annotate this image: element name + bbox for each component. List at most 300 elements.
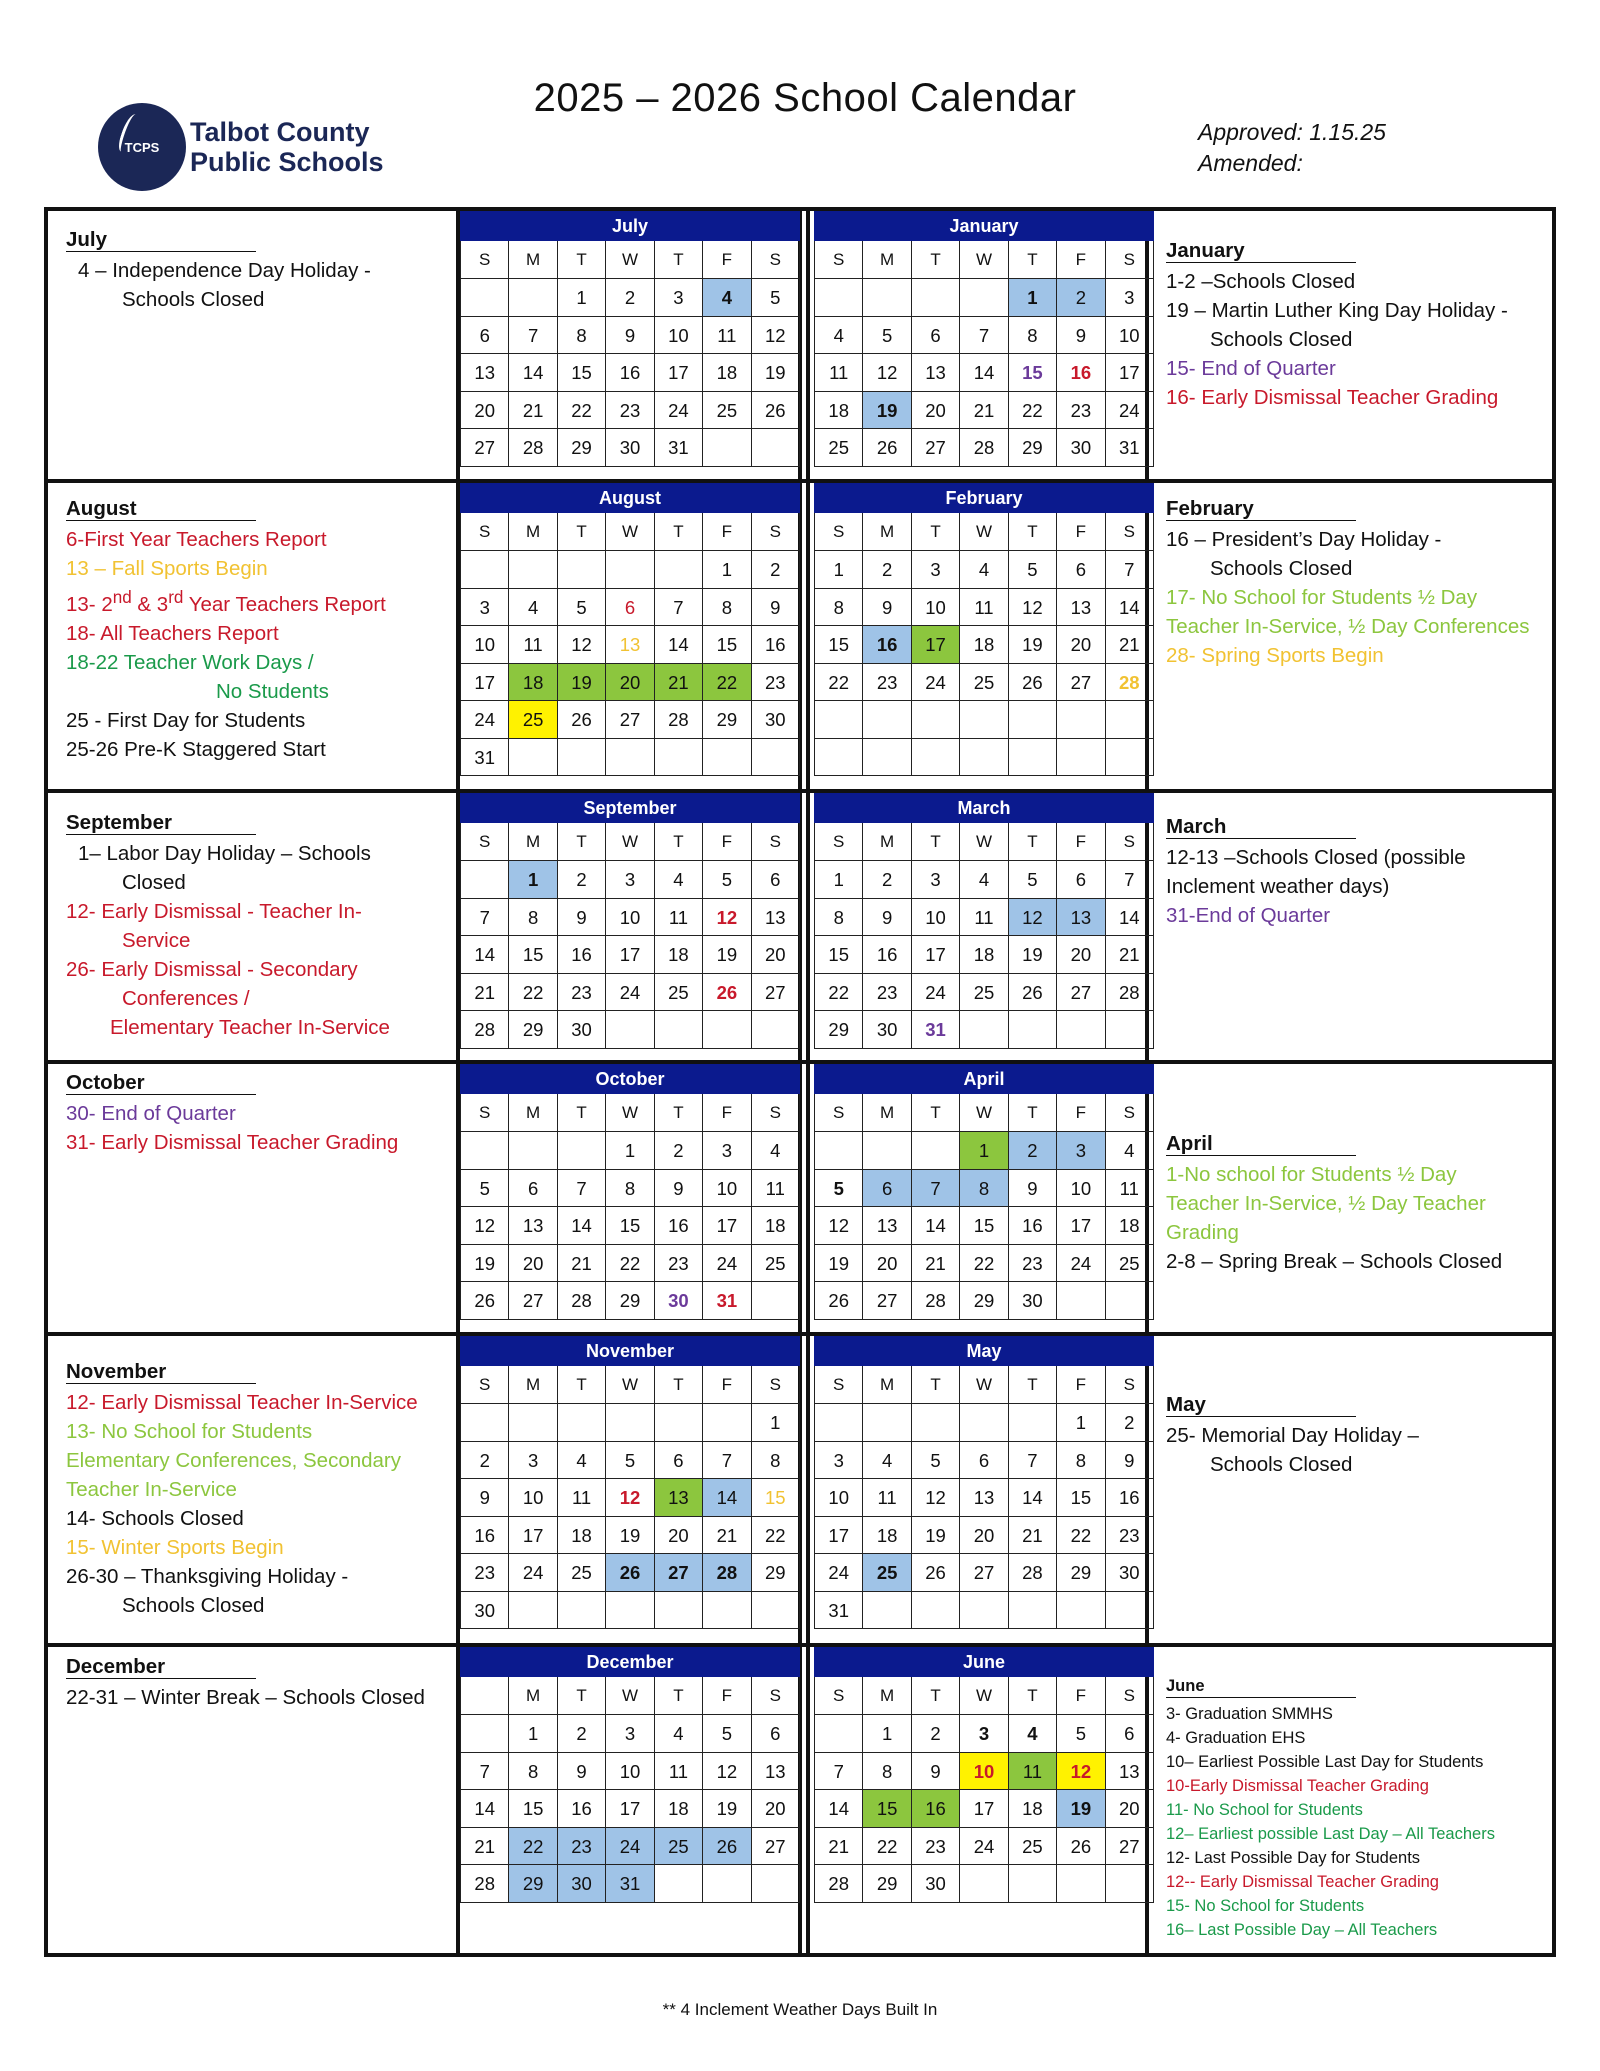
note-item: Inclement weather days) <box>1166 875 1390 898</box>
day-cell: 1 <box>752 1404 800 1442</box>
day-cell: 26 <box>815 1282 863 1320</box>
day-cell: 22 <box>960 1245 1008 1283</box>
empty-day-cell <box>703 739 751 777</box>
day-cell: 2 <box>606 279 654 317</box>
day-cell: 2 <box>1009 1132 1057 1170</box>
empty-day-cell <box>509 1592 557 1630</box>
note-item: 17- No School for Students ½ Day <box>1166 586 1478 609</box>
day-cell: 21 <box>558 1245 606 1283</box>
day-cell: 3 <box>815 1442 863 1480</box>
day-cell: 6 <box>752 1715 800 1753</box>
day-cell: 2 <box>655 1132 703 1170</box>
weekday-label: T <box>912 1094 960 1132</box>
days-grid <box>814 861 1154 1049</box>
weekday-label: W <box>960 513 1008 551</box>
day-cell: 3 <box>509 1442 557 1480</box>
weekday-label: T <box>1009 823 1057 861</box>
notes-heading: February <box>1166 498 1356 521</box>
empty-day-cell <box>655 739 703 777</box>
day-cell: 6 <box>606 589 654 627</box>
note-item: 28- Spring Sports Begin <box>1166 644 1384 667</box>
empty-day-cell <box>703 1011 751 1049</box>
empty-day-cell <box>558 739 606 777</box>
day-cell: 4 <box>1106 1132 1154 1170</box>
day-cell: 7 <box>558 1170 606 1208</box>
day-cell: 24 <box>606 1828 654 1866</box>
day-cell: 20 <box>461 392 509 430</box>
weekday-label: F <box>1057 1094 1105 1132</box>
weekday-label: T <box>1009 513 1057 551</box>
day-cell: 6 <box>752 861 800 899</box>
note-item: Grading <box>1166 1221 1239 1244</box>
empty-day-cell <box>509 1404 557 1442</box>
day-cell: 15 <box>815 936 863 974</box>
day-cell: 7 <box>1009 1442 1057 1480</box>
note-item: 1-No school for Students ½ Day <box>1166 1163 1457 1186</box>
note-item: 31- Early Dismissal Teacher Grading <box>66 1131 399 1154</box>
day-cell: 21 <box>912 1245 960 1283</box>
weekday-label <box>461 1677 509 1715</box>
note-item: 19 – Martin Luther King Day Holiday - <box>1166 299 1508 322</box>
day-cell: 22 <box>815 664 863 702</box>
day-cell: 21 <box>703 1517 751 1555</box>
day-cell: 14 <box>509 354 557 392</box>
day-cell: 13 <box>1057 899 1105 937</box>
empty-day-cell <box>815 279 863 317</box>
day-cell: 10 <box>1106 317 1154 355</box>
day-cell: 10 <box>960 1753 1008 1791</box>
day-cell: 3 <box>655 279 703 317</box>
empty-day-cell <box>1009 1865 1057 1903</box>
day-cell: 7 <box>1106 861 1154 899</box>
day-cell: 13 <box>912 354 960 392</box>
day-cell: 16 <box>558 1790 606 1828</box>
day-cell: 26 <box>606 1554 654 1592</box>
empty-day-cell <box>1106 1282 1154 1320</box>
empty-day-cell <box>752 1592 800 1630</box>
note-item: Schools Closed <box>1210 557 1353 580</box>
empty-day-cell <box>752 1011 800 1049</box>
day-cell: 1 <box>1009 279 1057 317</box>
day-cell: 13 <box>509 1207 557 1245</box>
day-cell: 20 <box>1057 626 1105 664</box>
note-item: 12-- Early Dismissal Teacher Grading <box>1166 1873 1439 1891</box>
day-cell: 7 <box>655 589 703 627</box>
day-cell: 10 <box>509 1479 557 1517</box>
day-cell: 19 <box>461 1245 509 1283</box>
day-cell: 22 <box>863 1828 911 1866</box>
empty-day-cell <box>1057 701 1105 739</box>
empty-day-cell <box>606 1592 654 1630</box>
weekday-label: S <box>461 241 509 279</box>
weekday-label: W <box>606 241 654 279</box>
weekday-label: T <box>1009 1677 1057 1715</box>
days-grid <box>814 551 1154 776</box>
note-item: 16– Last Possible Day – All Teachers <box>1166 1921 1438 1939</box>
month-calendar-november <box>460 1336 800 1629</box>
weekday-label: W <box>960 823 1008 861</box>
day-cell: 8 <box>558 317 606 355</box>
note-item: 12- Early Dismissal - Teacher In- <box>66 900 362 923</box>
weekday-label: S <box>461 513 509 551</box>
day-cell: 28 <box>461 1865 509 1903</box>
day-cell: 29 <box>863 1865 911 1903</box>
day-cell: 9 <box>461 1479 509 1517</box>
day-cell: 5 <box>606 1442 654 1480</box>
month-title: January <box>814 211 1154 241</box>
day-cell: 9 <box>1009 1170 1057 1208</box>
approved-date: Approved: 1.15.25 <box>1198 119 1386 145</box>
weekday-label: M <box>863 1094 911 1132</box>
weekday-label: M <box>509 513 557 551</box>
day-cell: 5 <box>461 1170 509 1208</box>
weekday-label: T <box>912 241 960 279</box>
day-cell: 13 <box>863 1207 911 1245</box>
empty-day-cell <box>509 739 557 777</box>
empty-day-cell <box>703 429 751 467</box>
day-cell: 5 <box>1009 861 1057 899</box>
day-cell: 15 <box>815 626 863 664</box>
day-cell: 31 <box>815 1592 863 1630</box>
month-calendar-december <box>460 1647 800 1903</box>
day-cell: 20 <box>655 1517 703 1555</box>
day-cell: 6 <box>960 1442 1008 1480</box>
day-cell: 28 <box>960 429 1008 467</box>
weekday-label: T <box>655 241 703 279</box>
day-cell: 15 <box>960 1207 1008 1245</box>
day-cell: 11 <box>960 899 1008 937</box>
day-cell: 28 <box>815 1865 863 1903</box>
month-calendar-august <box>460 483 800 776</box>
day-cell: 28 <box>509 429 557 467</box>
note-item: 26- Early Dismissal - Secondary <box>66 958 358 981</box>
empty-day-cell <box>655 1865 703 1903</box>
weekday-label: S <box>1106 1677 1154 1715</box>
day-cell: 10 <box>912 589 960 627</box>
empty-day-cell <box>960 1865 1008 1903</box>
day-cell: 12 <box>461 1207 509 1245</box>
day-cell: 14 <box>912 1207 960 1245</box>
day-cell: 26 <box>912 1554 960 1592</box>
note-item: Service <box>122 929 191 952</box>
day-cell: 24 <box>655 392 703 430</box>
weekday-label: M <box>863 513 911 551</box>
empty-day-cell <box>863 1592 911 1630</box>
day-cell: 29 <box>1057 1554 1105 1592</box>
days-grid <box>814 1404 1154 1629</box>
day-cell: 25 <box>1009 1828 1057 1866</box>
day-cell: 7 <box>509 317 557 355</box>
day-cell: 12 <box>1009 899 1057 937</box>
day-cell: 23 <box>863 974 911 1012</box>
day-cell: 5 <box>863 317 911 355</box>
approval-info <box>1198 117 1386 179</box>
weekday-label: F <box>703 1366 751 1404</box>
note-item: Teacher In-Service, ½ Day Teacher <box>1166 1192 1486 1215</box>
day-cell: 23 <box>1009 1245 1057 1283</box>
weekday-label: T <box>1009 1094 1057 1132</box>
weekday-label: T <box>912 823 960 861</box>
day-cell: 5 <box>752 279 800 317</box>
day-cell: 26 <box>703 974 751 1012</box>
day-cell: 25 <box>655 974 703 1012</box>
empty-day-cell <box>752 1865 800 1903</box>
month-calendar-april <box>814 1064 1154 1320</box>
day-cell: 9 <box>1106 1442 1154 1480</box>
day-cell: 22 <box>703 664 751 702</box>
day-cell: 20 <box>1106 1790 1154 1828</box>
day-cell: 5 <box>912 1442 960 1480</box>
empty-day-cell <box>1106 1865 1154 1903</box>
day-cell: 28 <box>1106 974 1154 1012</box>
day-cell: 26 <box>461 1282 509 1320</box>
day-cell: 15 <box>752 1479 800 1517</box>
center-divider-right <box>806 207 810 1957</box>
day-cell: 27 <box>461 429 509 467</box>
day-cell: 12 <box>1009 589 1057 627</box>
day-cell: 29 <box>815 1011 863 1049</box>
day-cell: 17 <box>960 1790 1008 1828</box>
day-cell: 3 <box>1106 279 1154 317</box>
weekday-label: T <box>912 1677 960 1715</box>
day-cell: 27 <box>606 701 654 739</box>
note-item: 12-13 –Schools Closed (possible <box>1166 846 1466 869</box>
day-cell: 24 <box>606 974 654 1012</box>
note-item: 31-End of Quarter <box>1166 904 1331 927</box>
day-cell: 30 <box>558 1865 606 1903</box>
day-cell: 22 <box>752 1517 800 1555</box>
day-cell: 27 <box>752 974 800 1012</box>
month-title: February <box>814 483 1154 513</box>
notes-july <box>66 225 371 314</box>
empty-day-cell <box>461 1404 509 1442</box>
day-cell: 4 <box>655 861 703 899</box>
weekday-label: S <box>461 823 509 861</box>
weekday-label: S <box>1106 1366 1154 1404</box>
day-cell: 14 <box>655 626 703 664</box>
empty-day-cell <box>1057 739 1105 777</box>
day-cell: 20 <box>1057 936 1105 974</box>
empty-day-cell <box>655 1404 703 1442</box>
note-item: 25-26 Pre-K Staggered Start <box>66 737 326 761</box>
weekday-label: W <box>606 1366 654 1404</box>
day-cell: 15 <box>1057 1479 1105 1517</box>
day-cell: 30 <box>558 1011 606 1049</box>
weekday-label: T <box>558 1366 606 1404</box>
day-cell: 19 <box>863 392 911 430</box>
day-cell: 23 <box>752 664 800 702</box>
day-cell: 29 <box>1009 429 1057 467</box>
note-item: 12– Earliest possible Last Day – All Teachers <box>1166 1825 1495 1843</box>
day-cell: 13 <box>752 1753 800 1791</box>
weekday-label: S <box>815 513 863 551</box>
weekday-label: S <box>461 1094 509 1132</box>
weekday-header-row <box>460 1094 800 1132</box>
notes-heading: December <box>66 1656 256 1679</box>
notes-january <box>1166 236 1508 412</box>
day-cell: 11 <box>703 317 751 355</box>
weekday-label: W <box>606 1677 654 1715</box>
empty-day-cell <box>960 1011 1008 1049</box>
day-cell: 13 <box>1106 1753 1154 1791</box>
day-cell: 16 <box>752 626 800 664</box>
day-cell: 29 <box>606 1282 654 1320</box>
day-cell: 5 <box>1057 1715 1105 1753</box>
days-grid <box>814 279 1154 467</box>
empty-day-cell <box>558 1592 606 1630</box>
day-cell: 30 <box>461 1592 509 1630</box>
month-title: September <box>460 793 800 823</box>
day-cell: 30 <box>1057 429 1105 467</box>
day-cell: 9 <box>863 589 911 627</box>
day-cell: 19 <box>703 936 751 974</box>
days-grid <box>460 551 800 776</box>
weekday-label: M <box>509 1677 557 1715</box>
day-cell: 7 <box>703 1442 751 1480</box>
weekday-label: M <box>863 823 911 861</box>
day-cell: 25 <box>558 1554 606 1592</box>
day-cell: 25 <box>752 1245 800 1283</box>
day-cell: 4 <box>960 551 1008 589</box>
weekday-label: S <box>815 241 863 279</box>
weekday-label: T <box>558 1094 606 1132</box>
day-cell: 30 <box>655 1282 703 1320</box>
weekday-label: M <box>509 1366 557 1404</box>
notes-august <box>66 494 386 764</box>
day-cell: 28 <box>1009 1554 1057 1592</box>
weekday-label: W <box>606 513 654 551</box>
weekday-label: F <box>703 1677 751 1715</box>
day-cell: 5 <box>815 1170 863 1208</box>
empty-day-cell <box>863 701 911 739</box>
weekday-label: S <box>1106 823 1154 861</box>
day-cell: 25 <box>815 429 863 467</box>
day-cell: 30 <box>752 701 800 739</box>
weekday-label: F <box>703 241 751 279</box>
day-cell: 12 <box>606 1479 654 1517</box>
row-separator <box>44 1060 1556 1064</box>
weekday-label: T <box>912 513 960 551</box>
weekday-label: M <box>863 1677 911 1715</box>
day-cell: 11 <box>1106 1170 1154 1208</box>
day-cell: 1 <box>815 861 863 899</box>
day-cell: 16 <box>863 626 911 664</box>
empty-day-cell <box>1009 701 1057 739</box>
empty-day-cell <box>461 279 509 317</box>
weekday-label: M <box>863 1366 911 1404</box>
day-cell: 1 <box>606 1132 654 1170</box>
empty-day-cell <box>912 701 960 739</box>
days-grid <box>814 1715 1154 1903</box>
weekday-label: S <box>1106 1094 1154 1132</box>
note-item: No Students <box>216 679 329 703</box>
day-cell: 22 <box>1057 1517 1105 1555</box>
day-cell: 9 <box>606 317 654 355</box>
day-cell: 29 <box>509 1865 557 1903</box>
empty-day-cell <box>863 1132 911 1170</box>
day-cell: 16 <box>461 1517 509 1555</box>
month-title: July <box>460 211 800 241</box>
day-cell: 5 <box>703 861 751 899</box>
day-cell: 26 <box>558 701 606 739</box>
empty-day-cell <box>1106 701 1154 739</box>
day-cell: 20 <box>863 1245 911 1283</box>
day-cell: 3 <box>912 861 960 899</box>
day-cell: 9 <box>558 1753 606 1791</box>
empty-day-cell <box>461 861 509 899</box>
day-cell: 23 <box>606 392 654 430</box>
day-cell: 3 <box>1057 1132 1105 1170</box>
logo-badge: TCPS <box>98 103 186 191</box>
note-item: Teacher In-Service, ½ Day Conferences <box>1166 615 1530 638</box>
weekday-header-row <box>814 1094 1154 1132</box>
day-cell: 4 <box>815 317 863 355</box>
month-title: October <box>460 1064 800 1094</box>
day-cell: 10 <box>606 899 654 937</box>
day-cell: 27 <box>960 1554 1008 1592</box>
day-cell: 13 <box>461 354 509 392</box>
day-cell: 6 <box>655 1442 703 1480</box>
day-cell: 6 <box>1057 551 1105 589</box>
day-cell: 2 <box>558 861 606 899</box>
note-item: 30- End of Quarter <box>66 1102 236 1125</box>
note-item: 1– Labor Day Holiday – Schools <box>78 842 371 865</box>
day-cell: 18 <box>1106 1207 1154 1245</box>
amended-date: Amended: <box>1198 150 1303 176</box>
empty-day-cell <box>912 1404 960 1442</box>
empty-day-cell <box>655 1592 703 1630</box>
month-title: December <box>460 1647 800 1677</box>
note-item: 11- No School for Students <box>1166 1801 1363 1819</box>
weekday-label: T <box>558 823 606 861</box>
month-calendar-march <box>814 793 1154 1049</box>
day-cell: 4 <box>863 1442 911 1480</box>
day-cell: 18 <box>509 664 557 702</box>
empty-day-cell <box>461 1715 509 1753</box>
notes-june <box>1166 1674 1495 1942</box>
weekday-label: T <box>655 1366 703 1404</box>
weekday-label: S <box>815 1094 863 1132</box>
day-cell: 4 <box>1009 1715 1057 1753</box>
day-cell: 19 <box>558 664 606 702</box>
weekday-label: W <box>606 1094 654 1132</box>
day-cell: 27 <box>1057 974 1105 1012</box>
day-cell: 7 <box>461 1753 509 1791</box>
empty-day-cell <box>1009 1011 1057 1049</box>
day-cell: 9 <box>752 589 800 627</box>
month-calendar-october <box>460 1064 800 1320</box>
day-cell: 17 <box>606 1790 654 1828</box>
day-cell: 17 <box>606 936 654 974</box>
empty-day-cell <box>815 739 863 777</box>
day-cell: 11 <box>1009 1753 1057 1791</box>
day-cell: 16 <box>558 936 606 974</box>
weekday-header-row <box>460 1677 800 1715</box>
day-cell: 17 <box>815 1517 863 1555</box>
day-cell: 6 <box>461 317 509 355</box>
district-logo <box>98 103 398 195</box>
day-cell: 8 <box>606 1170 654 1208</box>
day-cell: 2 <box>1057 279 1105 317</box>
day-cell: 10 <box>655 317 703 355</box>
day-cell: 13 <box>960 1479 1008 1517</box>
weekday-header-row <box>814 513 1154 551</box>
weekday-label: S <box>752 1094 800 1132</box>
day-cell: 14 <box>1106 899 1154 937</box>
day-cell: 11 <box>558 1479 606 1517</box>
day-cell: 4 <box>558 1442 606 1480</box>
note-item: Conferences / <box>122 987 250 1010</box>
